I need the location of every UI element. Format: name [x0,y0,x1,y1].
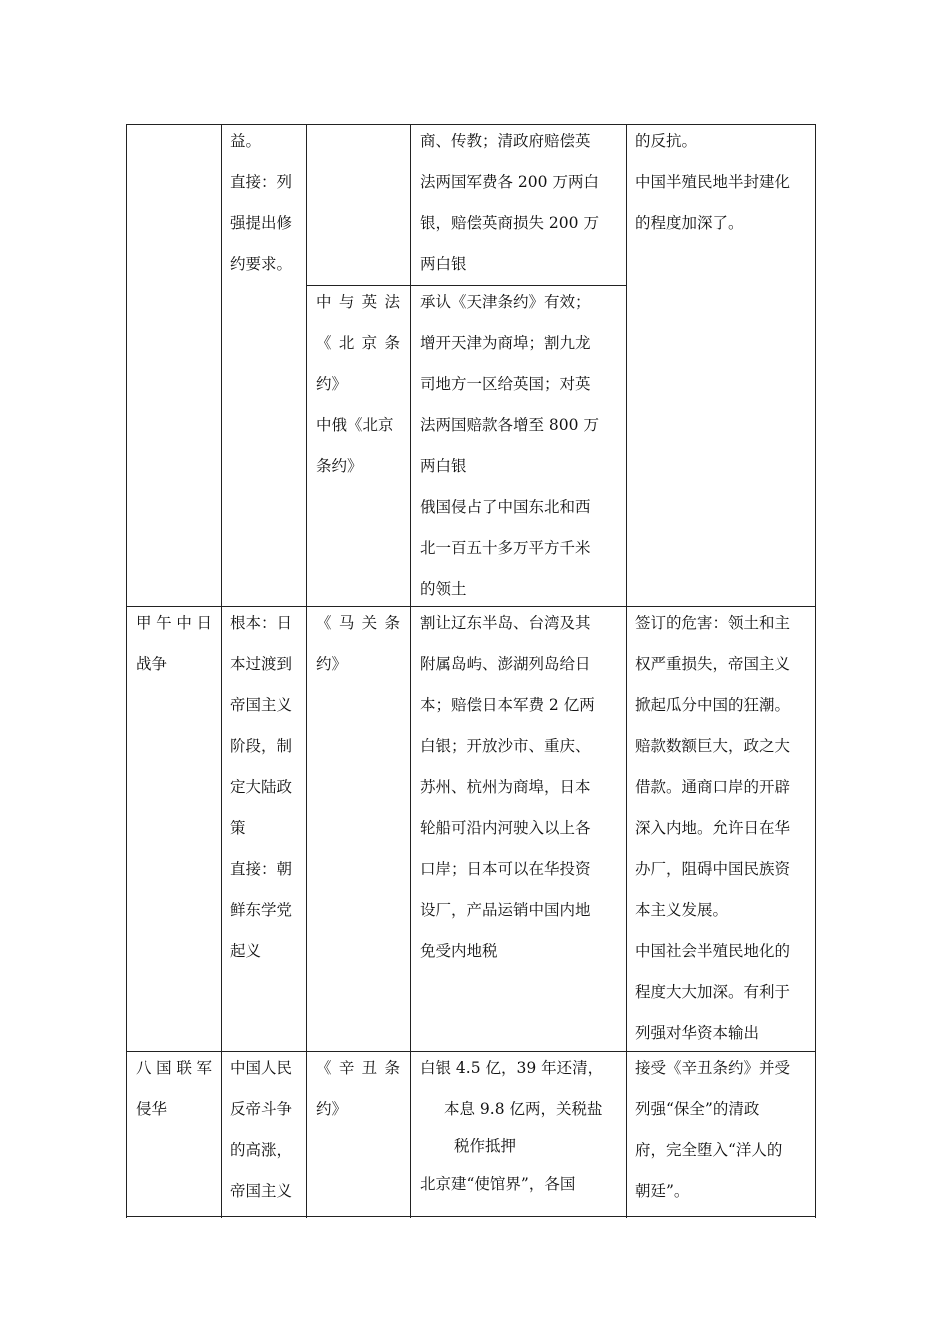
text-line: 附属岛屿、澎湖列岛给日 [420,655,591,673]
text-line: 策 [230,819,246,837]
column-divider-1 [221,125,222,1218]
text-line: 战争 [136,655,168,673]
text-line: 中与英法 [316,293,400,311]
text-line: 约》 [316,375,348,393]
text-line: 设厂，产品运销中国内地 [420,901,591,919]
row2-content [420,603,595,972]
text-line: 约》 [316,1100,348,1118]
text-line: 本过渡到 [230,655,293,673]
text-line: 承认《天津条约》有效； [420,293,591,311]
text-line: 税作抵押 [454,1137,517,1155]
row1-cause [230,121,292,285]
text-line: 北一百五十多万平方千米 [420,539,591,557]
text-line: 的领土 [420,580,467,598]
text-line: 约》 [316,655,348,673]
text-line: 的高涨， [230,1141,293,1159]
text-line: 两白银 [420,255,467,273]
column-divider-3 [410,125,411,1218]
text-line: 权严重损失，帝国主义 [635,655,791,673]
column-divider-2 [306,125,307,1218]
text-line: 帝国主义 [230,1182,293,1200]
text-line: 借款。通商口岸的开辟 [635,778,791,796]
text-line: 中国社会半殖民地化的 [635,942,791,960]
text-line: 反帝斗争 [230,1100,293,1118]
text-line: 深入内地。允许日在华 [635,819,791,837]
text-line: 直接：列 [230,173,293,191]
text-line: 签订的危害：领土和主 [635,614,791,632]
text-line: 《马关条 [316,614,400,632]
text-line: 中俄《北京 [316,416,394,434]
table-border-right [815,125,816,1218]
row1-content-a [420,121,599,285]
text-line: 帝国主义 [230,696,293,714]
text-line: 甲午中日 [136,614,212,632]
text-line: 约要求。 [230,255,293,273]
text-line: 本主义发展。 [635,901,729,919]
text-line: 《辛丑条 [316,1059,400,1077]
text-line: 司地方一区给英国；对英 [420,375,591,393]
text-line: 强提出修 [230,214,293,232]
text-line: 条约》 [316,457,363,475]
text-line: 府，完全堕入“洋人的 [635,1141,783,1159]
text-line: 本息 9.8 亿两，关税盐 [444,1100,603,1118]
text-line: 赔款数额巨大，政之大 [635,737,791,755]
row2-war [136,603,212,685]
text-line: 俄国侵占了中国东北和西 [420,498,591,516]
text-line: 接受《辛丑条约》并受 [635,1059,791,1077]
text-line: 银，赔偿英商损失 200 万 [420,214,599,232]
text-line: 法两国赔款各增至 800 万 [420,416,599,434]
text-line: 列强“保全”的清政 [635,1100,760,1118]
history-table [126,124,816,1217]
text-line: 八国联军 [136,1059,212,1077]
text-line: 办厂，阻碍中国民族资 [635,860,791,878]
text-line: 直接：朝 [230,860,293,878]
row2-impact [635,603,790,1054]
text-line: 白银 4.5 亿，39 年还清， [420,1059,604,1077]
row2-cause [230,603,292,972]
text-line: 根本：日 [230,614,293,632]
row1-treaty-b [316,282,400,487]
text-line: 免受内地税 [420,942,498,960]
table-border-left [126,125,127,1218]
text-line: 《北京条 [316,334,400,352]
text-line: 列强对华资本输出 [635,1024,760,1042]
text-line: 的反抗。 [635,132,698,150]
text-line: 鲜东学党 [230,901,293,919]
row3-cause [230,1048,292,1212]
column-divider-4 [626,125,627,1218]
text-line: 阶段，制 [230,737,293,755]
text-line: 掀起瓜分中国的狂潮。 [635,696,791,714]
text-line: 的程度加深了。 [635,214,744,232]
text-line: 商、传教；清政府赔偿英 [420,132,591,150]
text-line: 本；赔偿日本军费 2 亿两 [420,696,595,714]
text-line: 益。 [230,132,262,150]
text-line: 定大陆政 [230,778,293,796]
text-line: 两白银 [420,457,467,475]
text-line: 白银；开放沙市、重庆、 [420,737,591,755]
row2-treaty [316,603,400,685]
text-line: 程度大大加深。有利于 [635,983,791,1001]
text-line: 割让辽东半岛、台湾及其 [420,614,591,632]
text-line: 中国半殖民地半封建化 [635,173,791,191]
row3-war [136,1048,212,1130]
text-line: 法两国军费各 200 万两白 [420,173,599,191]
text-line: 北京建“使馆界”，各国 [420,1175,576,1193]
row3-impact [635,1048,790,1212]
row1-impact [635,121,790,244]
text-line: 苏州、杭州为商埠，日本 [420,778,591,796]
text-line: 口岸；日本可以在华投资 [420,860,591,878]
text-line: 侵华 [136,1100,168,1118]
text-line: 起义 [230,942,262,960]
text-line: 增开天津为商埠；割九龙 [420,334,591,352]
row3-treaty [316,1048,400,1130]
row3-content [420,1048,603,1206]
text-line: 轮船可沿内河驶入以上各 [420,819,591,837]
text-line: 中国人民 [230,1059,293,1077]
text-line: 朝廷”。 [635,1182,690,1200]
row1-content-b [420,282,599,610]
